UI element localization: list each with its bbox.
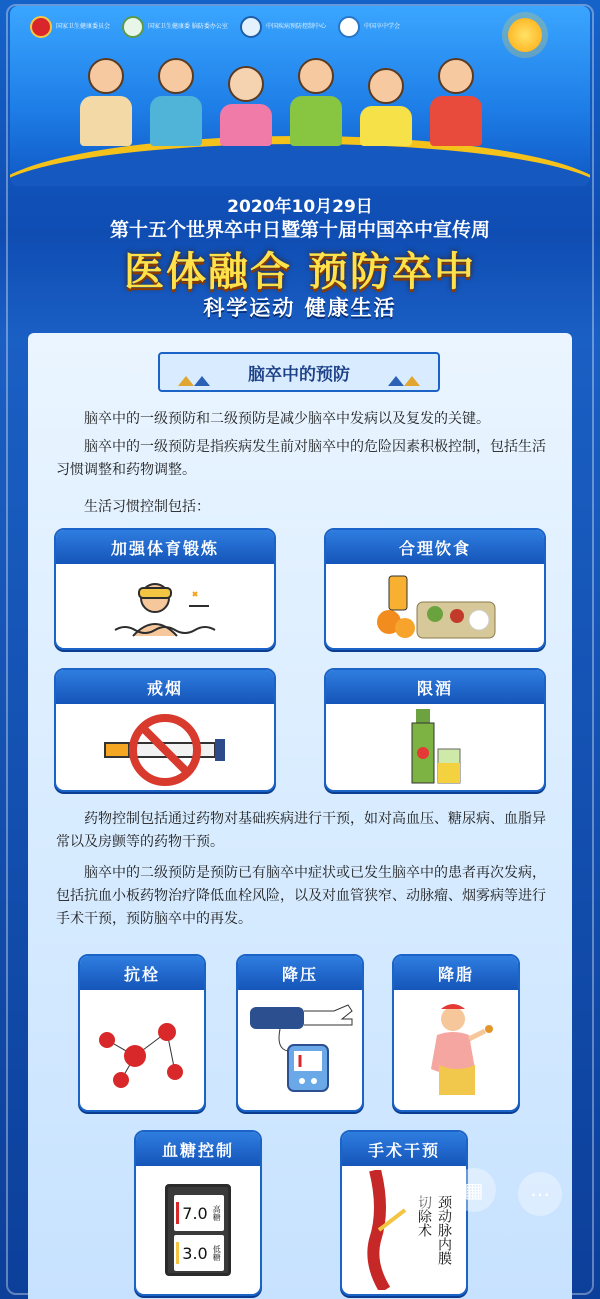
cdc-logo-icon	[240, 16, 262, 38]
card-title: 抗栓	[80, 956, 204, 990]
card-title: 合理饮食	[326, 530, 544, 564]
low-indicator	[176, 1242, 179, 1264]
section-title-text: 脑卒中的预防	[248, 364, 350, 385]
more-button[interactable]	[518, 1172, 562, 1216]
mountain-icon	[194, 376, 210, 386]
card-diet	[324, 528, 546, 650]
card-lower-lipids	[392, 954, 520, 1112]
glucose-high-row	[174, 1195, 224, 1231]
glucose-high-label: 高糖	[212, 1205, 222, 1221]
card-title: 降脂	[394, 956, 518, 990]
alcohol-limit-icon	[326, 704, 544, 790]
top-banner	[10, 6, 590, 186]
card-surgery	[340, 1130, 468, 1296]
mountain-icon	[178, 376, 194, 386]
blood-pressure-cuff-icon	[238, 990, 362, 1110]
logo-cdc	[240, 16, 326, 38]
event-subtitle: 第十五个世界卒中日暨第十届中国卒中宣传周	[109, 219, 490, 241]
card-title: 血糖控制	[136, 1132, 260, 1166]
card-title: 限酒	[326, 670, 544, 704]
card-limit-alcohol	[324, 668, 546, 792]
card-title: 降压	[238, 956, 362, 990]
glucose-low-value: 3.0	[182, 1243, 208, 1263]
card-lower-blood-pressure	[236, 954, 364, 1112]
card-title: 加强体育锻炼	[56, 530, 274, 564]
main-title: 医体融合 预防卒中	[124, 249, 476, 295]
person-illustration	[430, 58, 482, 146]
paragraph-5: 脑卒中的二级预防是预防已有脑卒中症状或已发生脑卒中的患者再次发病，包括抗血小板药物治疗降低血栓风险，以及对血管狭窄、动脉瘤、烟雾病等进行手术干预，预防脑卒中的再发。	[56, 865, 546, 927]
surgery-label-left: 切除术	[416, 1195, 432, 1237]
section-title	[158, 352, 440, 392]
healthy-meal-icon	[326, 564, 544, 648]
logo-label: 中国卒中学会	[363, 22, 400, 30]
glucose-meter-icon	[136, 1166, 260, 1294]
paragraph-4: 药物控制包括通过药物对基础疾病进行干预，如对高血压、糖尿病、血脂异常以及房颤等的药物干预。	[56, 811, 546, 850]
person-illustration	[220, 66, 272, 146]
card-glucose-control	[134, 1130, 262, 1296]
grid-icon: ▦	[464, 1178, 484, 1202]
card-title: 戒烟	[56, 670, 274, 704]
logo-nhc	[30, 16, 110, 38]
logo-stroke-committee	[122, 16, 228, 38]
card-title: 手术干预	[342, 1132, 466, 1166]
share-button[interactable]	[400, 1168, 444, 1212]
logo-label: 中国疾病预防控制中心	[265, 22, 326, 30]
glucose-low-row	[174, 1235, 224, 1271]
stroke-committee-logo-icon	[122, 16, 144, 38]
card-antithrombotic	[78, 954, 206, 1112]
person-illustration	[150, 58, 202, 146]
card-exercise	[54, 528, 276, 650]
card-no-smoking	[54, 668, 276, 792]
no-smoking-icon	[56, 704, 274, 790]
weight-loss-icon	[394, 990, 518, 1110]
glucose-meter	[165, 1184, 231, 1276]
sun-icon	[508, 18, 542, 52]
stroke-society-logo-icon	[338, 16, 360, 38]
swimmer-icon	[56, 564, 274, 648]
person-illustration	[290, 58, 342, 146]
mountain-icon	[388, 376, 404, 386]
slogan: 科学运动 健康生活	[203, 296, 397, 320]
national-emblem-icon	[30, 16, 52, 38]
person-illustration	[80, 58, 132, 146]
paragraph-2: 脑卒中的一级预防是指疾病发生前对脑卒中的危险因素积极控制，包括生活习惯调整和药物调整。	[56, 439, 546, 478]
mountain-icon	[404, 376, 420, 386]
blood-clot-icon	[80, 990, 204, 1110]
grid-button[interactable]	[452, 1168, 496, 1212]
person-illustration	[360, 68, 412, 146]
logo-stroke-society	[338, 16, 400, 38]
paragraph-1: 脑卒中的一级预防和二级预防是减少脑卒中发病以及复发的关键。	[84, 411, 490, 427]
logo-row	[30, 16, 400, 38]
exercising-people-illustration	[80, 58, 482, 146]
logo-label: 国家卫生健康委员会	[56, 22, 111, 30]
surgery-label-right: 颈动脉内膜	[436, 1195, 452, 1265]
glucose-high-value: 7.0	[182, 1203, 208, 1223]
event-date: 2020年10月29日	[227, 197, 373, 217]
paragraph-3: 生活习惯控制包括：	[84, 499, 210, 515]
more-icon: ⋯	[530, 1182, 550, 1206]
logo-label: 国家卫生健康委 脑防委办公室	[148, 22, 228, 30]
share-icon: ▢	[412, 1178, 432, 1202]
glucose-low-label: 低糖	[212, 1245, 222, 1261]
high-indicator	[176, 1202, 179, 1224]
